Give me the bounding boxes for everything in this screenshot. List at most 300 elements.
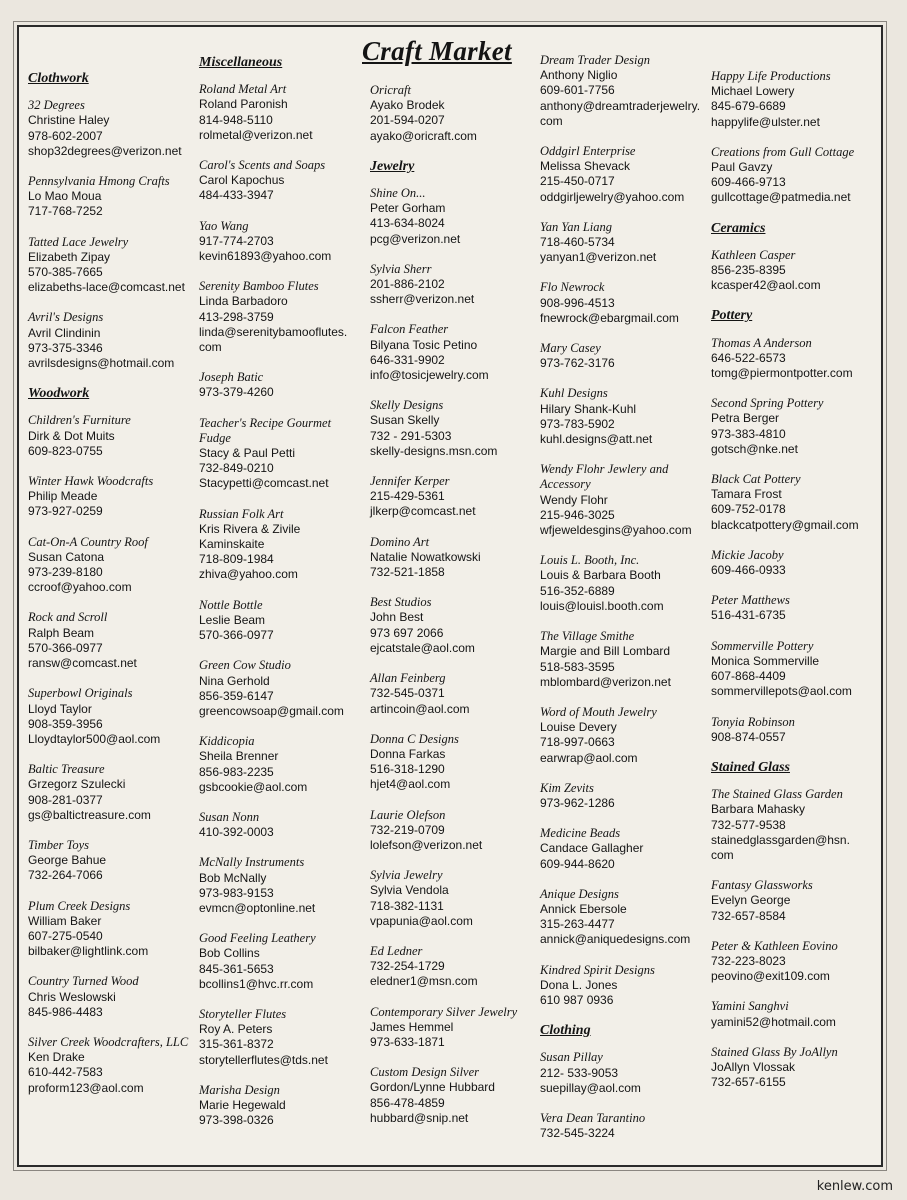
vendor-contact: Lloyd Taylor — [28, 701, 92, 716]
section-heading: Clothwork — [28, 71, 89, 86]
vendor-contact: 212- 533-9053 — [540, 1065, 619, 1080]
vendor-contact: Tamara Frost — [711, 487, 782, 502]
vendor-name: Creations from Gull Cottage — [711, 144, 855, 159]
vendor-phone: eledner1@msn.com — [370, 974, 478, 989]
vendor-contact: Dona L. Jones — [540, 977, 618, 992]
vendor-name: Susan Nonn — [199, 809, 260, 824]
vendor-name: Kuhl Designs — [540, 386, 608, 401]
vendor-entry — [28, 413, 198, 459]
vendor-contact: JoAllyn Vlossak — [711, 1059, 796, 1074]
vendor-name: Plum Creek Designs — [28, 898, 131, 913]
vendor-email: louis@louisl.booth.com — [540, 598, 664, 613]
vendor-name: Kiddicopia — [199, 734, 255, 749]
vendor-entry — [199, 1083, 369, 1129]
vendor-phone: 973-398-0326 — [199, 1113, 274, 1128]
vendor-contact: 215-429-5361 — [370, 489, 445, 504]
vendor-name: Fantasy Glassworks — [711, 878, 813, 893]
vendor-name: Yamini Sanghvi — [711, 999, 789, 1014]
vendor-name: Good Feeling Leathery — [199, 931, 316, 946]
vendor-contact: Roland Paronish — [199, 97, 288, 112]
vendor-contact: Kris Rivera & Zivile — [199, 521, 301, 536]
vendor-phone: 609-823-0755 — [28, 443, 103, 458]
vendor-email: bilbaker@lightlink.com — [28, 944, 149, 959]
vendor-contact: Donna Farkas — [370, 746, 446, 761]
vendor-name: Medicine Beads — [540, 826, 621, 841]
vendor-name: Yan Yan Liang — [540, 219, 613, 234]
vendor-phone: 315-263-4477 — [540, 917, 615, 932]
vendor-contact: Paul Gavzy — [711, 160, 773, 175]
vendor-contact: Louise Devery — [540, 720, 617, 735]
vendor-contact: Evelyn George — [711, 893, 791, 908]
vendor-phone: 315-361-8372 — [199, 1037, 274, 1052]
vendor-contact: Nina Gerhold — [199, 673, 270, 688]
vendor-phone: 609-944-8620 — [540, 856, 615, 871]
vendor-entry — [199, 370, 369, 400]
vendor-name: 32 Degrees — [28, 98, 85, 113]
vendor-entry — [370, 732, 540, 793]
vendor-phone: peovino@exit109.com — [711, 969, 830, 984]
vendor-entry — [28, 686, 198, 747]
vendor-entry — [370, 535, 540, 581]
vendor-name: Silver Creek Woodcrafters, LLC — [28, 1034, 189, 1049]
vendor-entry — [540, 280, 710, 326]
vendor-entry — [370, 808, 540, 854]
vendor-entry — [199, 658, 369, 719]
vendor-email: proform123@aol.com — [28, 1080, 144, 1095]
vendor-contact: Susan Catona — [28, 549, 105, 564]
vendor-entry — [28, 899, 198, 960]
vendor-email: greencowsoap@gmail.com — [199, 703, 344, 718]
vendor-contact: Bilyana Tosic Petino — [370, 337, 478, 352]
vendor-contact: 917-774-2703 — [199, 233, 274, 248]
vendor-name: Allan Feinberg — [370, 671, 446, 686]
vendor-name: Domino Art — [370, 534, 430, 549]
vendor-name: Storyteller Flutes — [199, 1006, 287, 1021]
vendor-name: Russian Folk Art — [199, 506, 284, 521]
section-heading: Clothing — [540, 1023, 591, 1039]
vendor-contact: Hilary Shank-Kuhl — [540, 401, 637, 416]
vendor-entry — [199, 734, 369, 795]
vendor-phone: jlkerp@comcast.net — [370, 504, 476, 519]
column-4 — [540, 53, 710, 1156]
vendor-phone: 845-986-4483 — [28, 1004, 103, 1019]
vendor-entry — [370, 322, 540, 383]
vendor-contact: Bob Collins — [199, 946, 260, 961]
vendor-entry — [711, 999, 876, 1029]
vendor-entry — [370, 398, 540, 459]
vendor-email: bcollins1@hvc.rr.com — [199, 976, 314, 991]
vendor-entry — [711, 69, 876, 130]
vendor-phone: 718-809-1984 — [199, 552, 274, 567]
vendor-contact: John Best — [370, 610, 424, 625]
vendor-name: Tonyia Robinson — [711, 714, 795, 729]
column-1 — [28, 69, 198, 1111]
section-heading: Stained Glass — [711, 759, 790, 775]
vendor-phone: 201-594-0207 — [370, 113, 445, 128]
vendor-contact: 973-962-1286 — [540, 795, 615, 810]
vendor-entry — [711, 336, 876, 382]
vendor-entry — [540, 1050, 710, 1096]
vendor-email: vpapunia@aol.com — [370, 913, 473, 928]
vendor-entry — [540, 386, 710, 447]
vendor-phone: 609-466-9713 — [711, 175, 786, 190]
vendor-contact: 646-522-6573 — [711, 350, 786, 365]
vendor-entry — [199, 810, 369, 840]
vendor-phone: 215-946-3025 — [540, 507, 615, 522]
vendor-name: Mickie Jacoby — [711, 547, 784, 562]
vendor-phone: 978-602-2007 — [28, 128, 103, 143]
vendor-contact: Candace Gallagher — [540, 841, 644, 856]
vendor-entry — [199, 931, 369, 992]
vendor-contact: 732-223-8023 — [711, 953, 786, 968]
vendor-name: Yao Wang — [199, 218, 249, 233]
vendor-phone: 717-768-7252 — [28, 204, 103, 219]
vendor-email: com — [540, 113, 563, 128]
vendor-email: sommervillepots@aol.com — [711, 684, 852, 699]
section-heading: Miscellaneous — [199, 55, 283, 70]
vendor-entry — [711, 1045, 876, 1091]
vendor-name: Marisha Design — [199, 1082, 280, 1097]
vendor-entry — [540, 781, 710, 811]
vendor-email: happylife@ulster.net — [711, 114, 820, 129]
vendor-email: skelly-designs.msn.com — [370, 443, 498, 458]
vendor-name: Nottle Bottle — [199, 597, 263, 612]
vendor-name: Contemporary Silver Jewelry — [370, 1004, 518, 1019]
vendor-email: mblombard@verizon.net — [540, 674, 671, 689]
vendor-entry — [711, 639, 876, 700]
vendor-entry — [370, 671, 540, 717]
vendor-entry — [540, 144, 710, 205]
vendor-entry — [711, 248, 876, 294]
vendor-entry — [711, 472, 876, 533]
vendor-email: Lloydtaylor500@aol.com — [28, 731, 161, 746]
vendor-phone: 516-352-6889 — [540, 583, 615, 598]
vendor-phone: 908-359-3956 — [28, 716, 103, 731]
vendor-entry — [540, 629, 710, 690]
vendor-contact: Kaminskaite — [199, 537, 265, 552]
vendor-contact: Marie Hegewald — [199, 1097, 286, 1112]
vendor-contact: Philip Meade — [28, 489, 98, 504]
vendor-email: gs@baltictreasure.com — [28, 807, 151, 822]
vendor-name: Rock and Scroll — [28, 610, 108, 625]
vendor-entry — [540, 341, 710, 371]
vendor-phone: 609-752-0178 — [711, 502, 786, 517]
vendor-entry — [370, 595, 540, 656]
vendor-phone: kcasper42@aol.com — [711, 278, 821, 293]
vendor-contact: George Bahue — [28, 853, 107, 868]
vendor-email: annick@aniquedesigns.com — [540, 932, 691, 947]
vendor-entry — [711, 145, 876, 206]
vendor-contact: Dirk & Dot Muits — [28, 428, 115, 443]
vendor-phone: 609-601-7756 — [540, 83, 615, 98]
vendor-contact: 908-996-4513 — [540, 295, 615, 310]
vendor-contact: Melissa Shevack — [540, 159, 631, 174]
vendor-contact: Bob McNally — [199, 870, 267, 885]
vendor-phone: yanyan1@verizon.net — [540, 250, 657, 265]
vendor-entry — [540, 1111, 710, 1141]
vendor-entry — [199, 158, 369, 204]
vendor-name: Dream Trader Design — [540, 53, 650, 67]
vendor-name: Teacher's Recipe Gourmet — [199, 415, 332, 430]
vendor-entry — [540, 553, 710, 614]
vendor-name: Roland Metal Art — [199, 82, 287, 97]
vendor-entry — [540, 53, 710, 129]
vendor-name: Vera Dean Tarantino — [540, 1110, 646, 1125]
vendor-email: info@tosicjewelry.com — [370, 368, 489, 383]
vendor-name: Sommerville Pottery — [711, 638, 814, 653]
vendor-contact: 973-762-3176 — [540, 356, 615, 371]
vendor-entry — [199, 507, 369, 583]
vendor-contact: yamini52@hotmail.com — [711, 1014, 836, 1029]
vendor-contact: Avril Clindinin — [28, 325, 101, 340]
vendor-entry — [370, 1005, 540, 1051]
vendor-entry — [28, 974, 198, 1020]
vendor-contact: 732-254-1729 — [370, 959, 445, 974]
vendor-email: avrilsdesigns@hotmail.com — [28, 356, 175, 371]
vendor-name: Stained Glass By JoAllyn — [711, 1044, 838, 1059]
vendor-entry — [711, 396, 876, 457]
vendor-phone: 856-478-4859 — [370, 1095, 445, 1110]
vendor-contact: Annick Ebersole — [540, 901, 627, 916]
vendor-name: Superbowl Originals — [28, 686, 133, 701]
vendor-entry — [28, 762, 198, 823]
vendor-entry — [370, 474, 540, 520]
vendor-phone: 973-375-3346 — [28, 340, 103, 355]
vendor-entry — [199, 855, 369, 916]
vendor-name: Timber Toys — [28, 837, 90, 852]
vendor-phone: kevin61893@yahoo.com — [199, 249, 332, 264]
vendor-contact: Ken Drake — [28, 1050, 85, 1065]
vendor-phone: tomg@piermontpotter.com — [711, 366, 853, 381]
vendor-name: Donna C Designs — [370, 731, 459, 746]
vendor-phone: suepillay@aol.com — [540, 1080, 641, 1095]
vendor-phone: 973-633-1871 — [370, 1034, 445, 1049]
vendor-contact: 732-545-3224 — [540, 1126, 615, 1141]
vendor-name: Kim Zevits — [540, 780, 594, 795]
vendor-contact: Sheila Brenner — [199, 749, 279, 764]
section-heading: Jewelry — [370, 158, 415, 174]
vendor-phone: 516-318-1290 — [370, 762, 445, 777]
vendor-phone: 570-366-0977 — [199, 628, 274, 643]
vendor-entry — [199, 82, 369, 143]
vendor-contact: Margie and Bill Lombard — [540, 644, 671, 659]
vendor-contact: Petra Berger — [711, 411, 780, 426]
vendor-name: Susan Pillay — [540, 1050, 603, 1065]
vendor-contact: Grzegorz Szulecki — [28, 777, 126, 792]
vendor-name: Carol's Scents and Soaps — [199, 158, 326, 173]
vendor-name: Fudge — [199, 430, 231, 445]
vendor-name: Happy Life Productions — [711, 69, 831, 83]
vendor-contact: James Hemmel — [370, 1019, 454, 1034]
vendor-entry — [370, 262, 540, 308]
vendor-contact: Christine Haley — [28, 113, 110, 128]
vendor-contact: Leslie Beam — [199, 612, 266, 627]
section-heading: Pottery — [711, 308, 753, 324]
vendor-phone: 732-657-8584 — [711, 908, 786, 923]
vendor-contact: Gordon/Lynne Hubbard — [370, 1080, 495, 1095]
vendor-phone: 607-868-4409 — [711, 669, 786, 684]
vendor-contact: Michael Lowery — [711, 84, 795, 99]
vendor-name: Tatted Lace Jewelry — [28, 234, 129, 249]
vendor-contact: Anthony Niglio — [540, 68, 618, 83]
vendor-contact: Sylvia Vendola — [370, 883, 449, 898]
vendor-phone: 845-361-5653 — [199, 961, 274, 976]
column-3 — [370, 83, 540, 1141]
vendor-phone: 570-366-0977 — [28, 640, 103, 655]
vendor-name: The Village Smithe — [540, 629, 635, 644]
vendor-phone: 973-983-9153 — [199, 885, 274, 900]
vendor-contact: Wendy Flohr — [540, 492, 608, 507]
vendor-name: Sylvia Jewelry — [370, 868, 443, 883]
vendor-phone: 732 - 291-5303 — [370, 428, 452, 443]
vendor-name: Skelly Designs — [370, 398, 444, 413]
vendor-entry — [28, 610, 198, 671]
vendor-entry — [370, 83, 540, 144]
vendor-name: Anique Designs — [540, 886, 619, 901]
vendor-phone: artincoin@aol.com — [370, 701, 470, 716]
vendor-email: Stacypetti@comcast.net — [199, 476, 329, 491]
vendor-phone: lolefson@verizon.net — [370, 837, 483, 852]
vendor-contact: Ralph Beam — [28, 625, 95, 640]
vendor-entry — [711, 548, 876, 578]
vendor-phone: 610 987 0936 — [540, 992, 614, 1007]
vendor-phone: 845-679-6689 — [711, 99, 786, 114]
vendor-entry — [370, 186, 540, 247]
vendor-email: gsbcookie@aol.com — [199, 779, 308, 794]
vendor-contact: Chris Weslowski — [28, 989, 116, 1004]
vendor-entry — [711, 787, 876, 863]
vendor-name: Sylvia Sherr — [370, 261, 432, 276]
vendor-entry — [370, 944, 540, 990]
vendor-phone: 610-442-7583 — [28, 1065, 103, 1080]
section-heading: Ceramics — [711, 220, 766, 236]
vendor-contact: 201-886-2102 — [370, 277, 445, 292]
vendor-name: Shine On... — [370, 186, 426, 201]
vendor-contact: 973-379-4260 — [199, 385, 274, 400]
vendor-name: The Stained Glass Garden — [711, 787, 843, 802]
vendor-email: pcg@verizon.net — [370, 231, 461, 246]
vendor-contact: 732-219-0709 — [370, 822, 445, 837]
vendor-entry — [199, 598, 369, 644]
vendor-name: Oricraft — [370, 83, 411, 97]
vendor-phone: 973 697 2066 — [370, 625, 444, 640]
vendor-phone: ssherr@verizon.net — [370, 292, 475, 307]
vendor-name: Pennsylvania Hmong Crafts — [28, 174, 170, 189]
vendor-email: gullcottage@patmedia.net — [711, 190, 851, 205]
vendor-contact: Ayako Brodek — [370, 98, 445, 113]
vendor-name: Custom Design Silver — [370, 1065, 480, 1080]
vendor-phone: 732-657-6155 — [711, 1075, 786, 1090]
vendor-name: Second Spring Pottery — [711, 396, 824, 411]
vendor-phone: 973-783-5902 — [540, 416, 615, 431]
vendor-contact: Natalie Nowatkowski — [370, 549, 481, 564]
vendor-email: hjet4@aol.com — [370, 777, 451, 792]
vendor-name: Black Cat Pottery — [711, 472, 801, 487]
vendor-email: zhiva@yahoo.com — [199, 567, 298, 582]
vendor-entry — [28, 310, 198, 371]
vendor-email: anthony@dreamtraderjewelry. — [540, 98, 701, 113]
vendor-email: evmcn@optonline.net — [199, 900, 316, 915]
vendor-entry — [199, 279, 369, 355]
vendor-name: Thomas A Anderson — [711, 335, 812, 350]
vendor-name: Falcon Feather — [370, 322, 449, 337]
vendor-email: blackcatpottery@gmail.com — [711, 517, 859, 532]
vendor-email: oddgirljewelry@yahoo.com — [540, 189, 685, 204]
vendor-name: McNally Instruments — [199, 855, 305, 870]
vendor-entry — [370, 1065, 540, 1126]
vendor-name: Kathleen Casper — [711, 247, 796, 262]
vendor-name: Baltic Treasure — [28, 762, 105, 777]
vendor-phone: 973-927-0259 — [28, 504, 103, 519]
vendor-contact: 718-460-5734 — [540, 235, 615, 250]
vendor-entry — [199, 416, 369, 492]
vendor-contact: Stacy & Paul Petti — [199, 446, 296, 461]
vendor-phone: 732-264-7066 — [28, 868, 103, 883]
vendor-phone: 814-948-5110 — [199, 112, 273, 127]
vendor-entry — [28, 535, 198, 596]
vendor-name: Serenity Bamboo Flutes — [199, 279, 319, 294]
vendor-contact: 516-431-6735 — [711, 608, 786, 623]
vendor-entry — [199, 219, 369, 265]
vendor-entry — [370, 868, 540, 929]
vendor-name: Jennifer Kerper — [370, 474, 450, 489]
vendor-phone: 718-382-1131 — [370, 898, 444, 913]
vendor-name: Children's Furniture — [28, 413, 131, 428]
vendor-entry — [199, 1007, 369, 1068]
vendor-phone: fnewrock@ebargmail.com — [540, 310, 679, 325]
vendor-entry — [28, 235, 198, 296]
vendor-email: shop32degrees@verizon.net — [28, 143, 182, 158]
vendor-name: Green Cow Studio — [199, 658, 291, 673]
vendor-name: Kindred Spirit Designs — [540, 962, 655, 977]
vendor-name: Oddgirl Enterprise — [540, 144, 636, 159]
vendor-email: linda@serenitybamooflutes. — [199, 324, 348, 339]
vendor-email: rolmetal@verizon.net — [199, 127, 313, 142]
vendor-contact: Susan Skelly — [370, 413, 440, 428]
vendor-name: Word of Mouth Jewelry — [540, 704, 657, 719]
vendor-entry — [540, 826, 710, 872]
vendor-phone: 856-983-2235 — [199, 764, 274, 779]
vendor-contact: Monica Sommerville — [711, 653, 820, 668]
vendor-phone: 973-239-8180 — [28, 565, 103, 580]
vendor-email: ejcatstale@aol.com — [370, 640, 475, 655]
vendor-contact: Carol Kapochus — [199, 173, 285, 188]
section-heading: Woodwork — [28, 386, 90, 402]
vendor-name: Country Turned Wood — [28, 974, 139, 989]
vendor-phone: 973-383-4810 — [711, 426, 786, 441]
vendor-phone: 413-298-3759 — [199, 309, 274, 324]
vendor-phone: 856-359-6147 — [199, 688, 274, 703]
vendor-phone: 215-450-0717 — [540, 174, 615, 189]
vendor-email: storytellerflutes@tds.net — [199, 1052, 328, 1067]
vendor-entry — [711, 593, 876, 623]
vendor-contact: 908-874-0557 — [711, 729, 786, 744]
vendor-entry — [28, 838, 198, 884]
vendor-name: Ed Ledner — [370, 943, 423, 958]
vendor-name: Joseph Batic — [199, 370, 264, 385]
vendor-entry — [711, 715, 876, 745]
vendor-name: Accessory — [540, 477, 591, 492]
page-title: Craft Market — [362, 36, 512, 66]
vendor-name: Flo Newrock — [540, 280, 605, 295]
vendor-entry — [28, 98, 198, 159]
vendor-phone: 646-331-9902 — [370, 352, 445, 367]
column-2 — [199, 53, 369, 1143]
vendor-name: Avril's Designs — [28, 310, 104, 325]
vendor-entry — [28, 174, 198, 220]
vendor-email: com — [199, 340, 222, 355]
vendor-phone: 732-577-9538 — [711, 817, 786, 832]
